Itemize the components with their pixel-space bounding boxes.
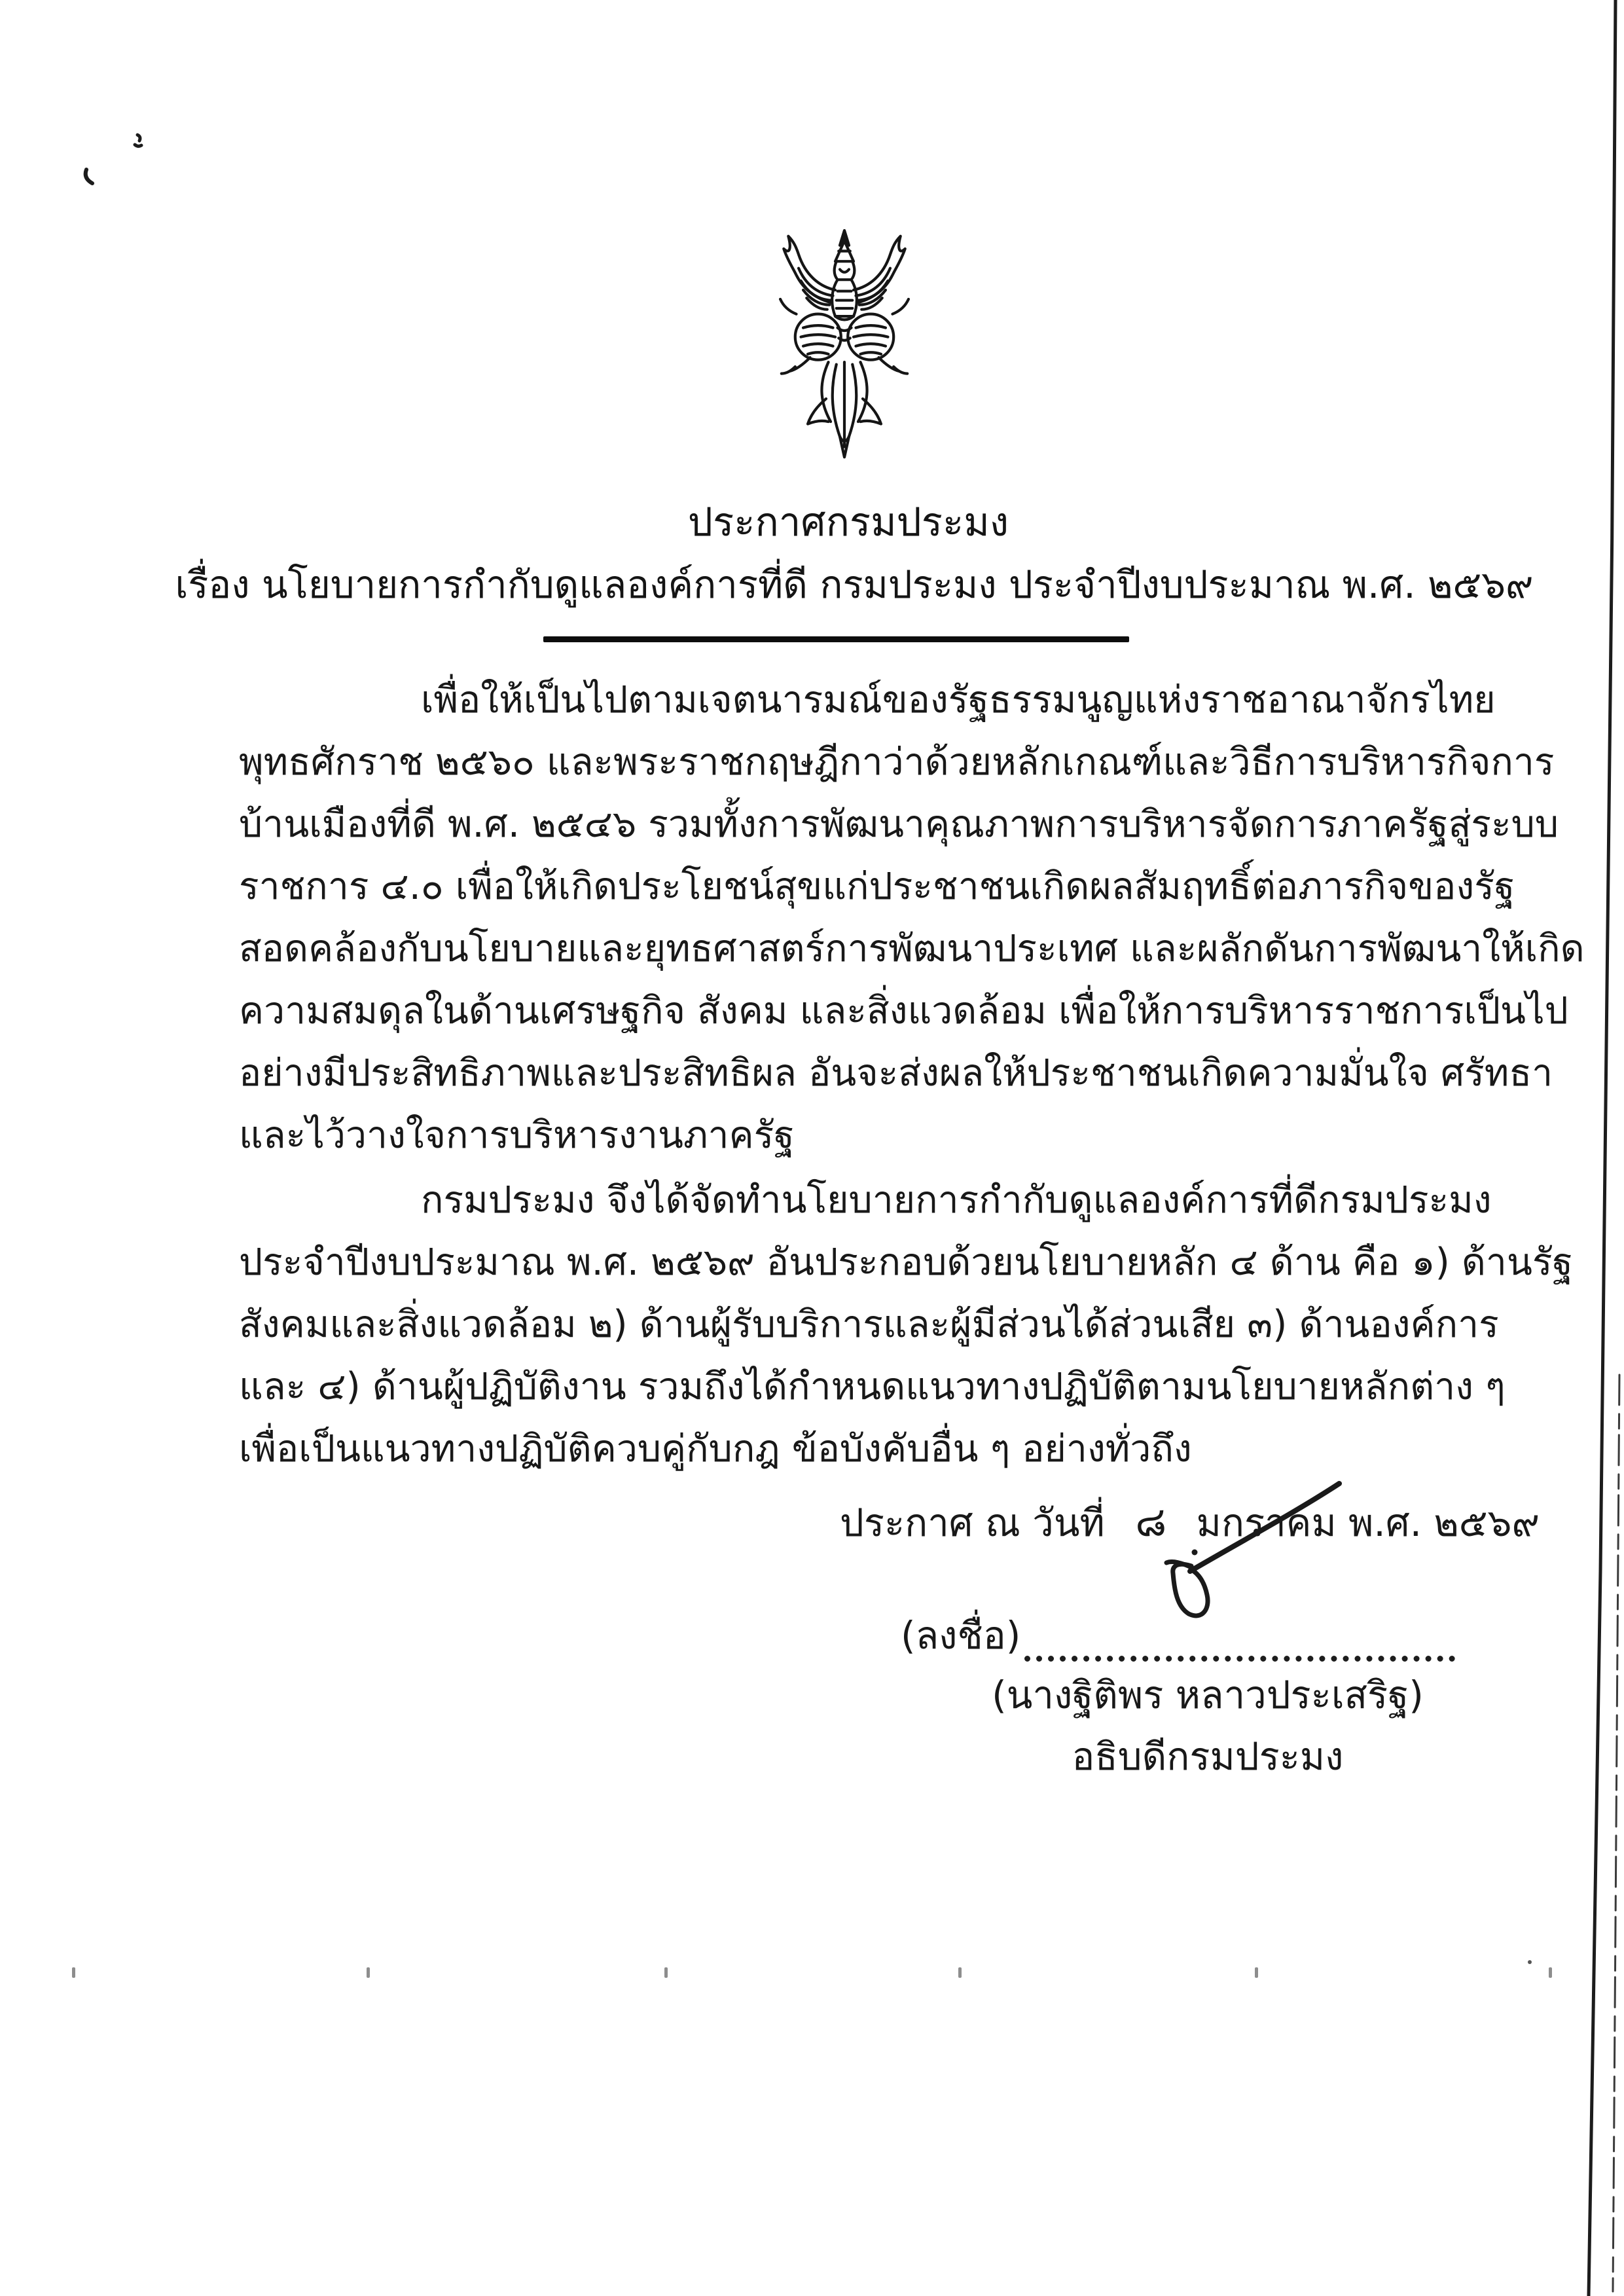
paragraph-1 (239, 669, 1585, 1167)
divider-rule (543, 636, 1129, 642)
paragraph-line: บ้านเมืองที่ดี พ.ศ. ๒๕๔๖ รวมทั้งการพัฒนาคุณภาพการบริหารจัดการภาครัฐสู่ระบบ (239, 803, 1559, 846)
proclamation-prefix: ประกาศ ณ วันที่ (840, 1501, 1105, 1545)
paragraph-line: ราชการ ๔.๐ เพื่อให้เกิดประโยชน์สุขแก่ประชาชนเกิดผลสัมฤทธิ์ต่อภารกิจของรัฐ (239, 865, 1515, 908)
signer-block (903, 1669, 1512, 1782)
paragraph-line: สังคมและสิ่งแวดล้อม ๒) ด้านผู้รับบริการและผู้มีส่วนได้ส่วนเสีย ๓) ด้านองค์การ (239, 1303, 1499, 1346)
paragraph-line: ประจำปีงบประมาณ พ.ศ. ๒๕๖๙ อันประกอบด้วยนโยบายหลัก ๔ ด้าน คือ ๑) ด้านรัฐ (239, 1241, 1573, 1284)
document-heading: ประกาศกรมประมง (687, 500, 1009, 545)
paragraph-line: ความสมดุลในด้านเศรษฐกิจ สังคม และสิ่งแวดล้อม เพื่อให้การบริหารราชการเป็นไป (239, 989, 1568, 1032)
paragraph-line: กรมประมง จึงได้จัดทำนโยบายการกำกับดูแลองค์การที่ดีกรมประมง (421, 1178, 1492, 1222)
proclamation-day-handwritten: ๘ (1133, 1497, 1168, 1547)
sign-row (901, 1609, 1455, 1662)
paragraph-line: สอดคล้องกับนโยบายและยุทธศาสตร์การพัฒนาประเทศ และผลักดันการพัฒนาให้เกิด (239, 927, 1585, 970)
paragraph-line: อย่างมีประสิทธิภาพและประสิทธิผล อันจะส่งผลให้ประชาชนเกิดความมั่นใจ ศรัทธา (239, 1051, 1553, 1095)
proclamation-suffix: มกราคม พ.ศ. ๒๕๖๙ (1196, 1501, 1540, 1545)
signer-name: (นางฐิติพร หลาวประเสริฐ) (992, 1673, 1424, 1717)
garuda-emblem-icon (730, 226, 959, 463)
paragraph-2 (239, 1169, 1573, 1480)
signature-dotted-line (1024, 1610, 1455, 1662)
subject-line: เรื่อง นโยบายการกำกับดูแลองค์การที่ดี กรมประมง ประจำปีงบประมาณ พ.ศ. ๒๕๖๙ (175, 562, 1534, 607)
paragraph-line: เพื่อให้เป็นไปตามเจตนารมณ์ของรัฐธรรมนูญแห่งราชอาณาจักรไทย (421, 678, 1496, 721)
paragraph-line: พุทธศักราช ๒๕๖๐ และพระราชกฤษฎีกาว่าด้วยหลักเกณฑ์และวิธีการบริหารกิจการ (239, 740, 1555, 784)
paragraph-line: เพื่อเป็นแนวทางปฏิบัติควบคู่กับกฎ ข้อบังคับอื่น ๆ อย่างทั่วถึง (239, 1427, 1192, 1470)
paragraph-line: และ ๔) ด้านผู้ปฏิบัติงาน รวมถึงได้กำหนดแนวทางปฏิบัติตามนโยบายหลักต่าง ๆ (239, 1365, 1506, 1408)
paragraph-line: และไว้วางใจการบริหารงานภาครัฐ (239, 1114, 795, 1157)
signer-title: อธิบดีกรมประมง (1072, 1734, 1344, 1779)
sign-label: (ลงชื่อ) (901, 1613, 1021, 1658)
